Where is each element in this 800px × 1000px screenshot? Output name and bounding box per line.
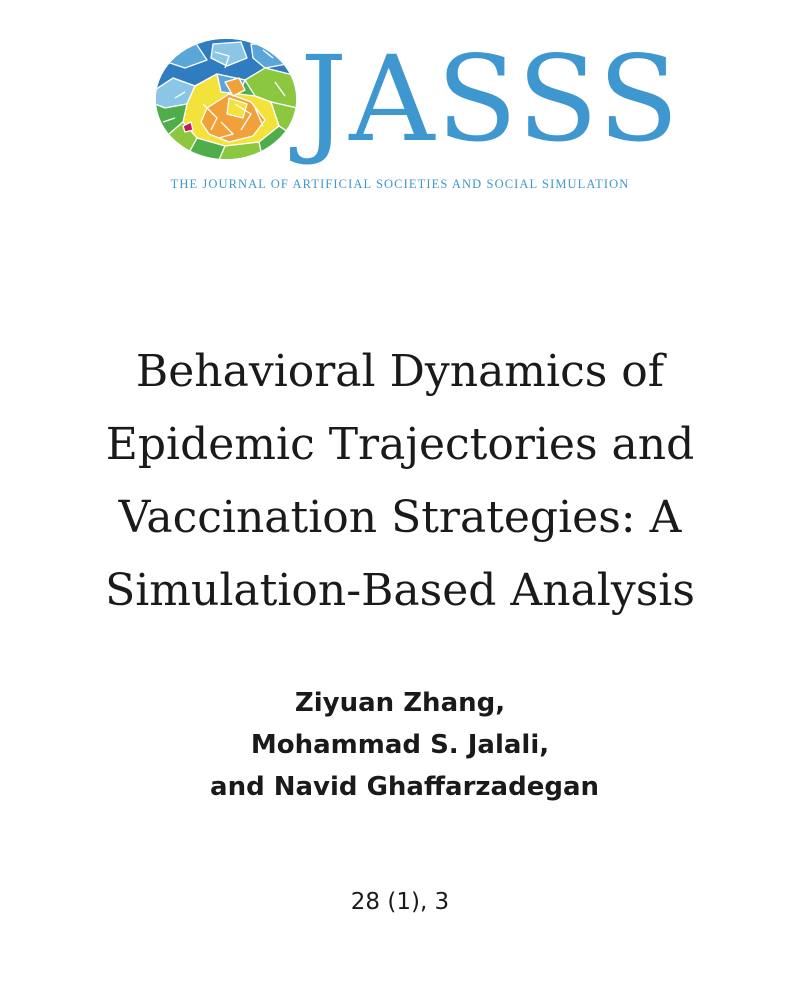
author-line: and Navid Ghaffarzadegan — [200, 772, 599, 802]
title-line: Epidemic Trajectories and — [105, 419, 695, 470]
volume-issue-citation: 28 (1), 3 — [350, 889, 450, 915]
journal-wordmark: JASSS — [300, 30, 681, 168]
title-line: Vaccination Strategies: A — [118, 492, 682, 543]
title-line: Simulation-Based Analysis — [105, 565, 695, 616]
journal-tagline: THE JOURNAL OF ARTIFICIAL SOCIETIES AND SOCIAL SIMULATION — [170, 177, 630, 191]
author-line: Mohammad S. Jalali, — [250, 730, 550, 760]
paper-title — [40, 335, 760, 627]
author-line: Ziyuan Zhang, — [294, 688, 506, 718]
title-line: Behavioral Dynamics of — [135, 346, 665, 397]
author-list — [100, 682, 700, 808]
jasss-logo-icon — [155, 38, 297, 160]
